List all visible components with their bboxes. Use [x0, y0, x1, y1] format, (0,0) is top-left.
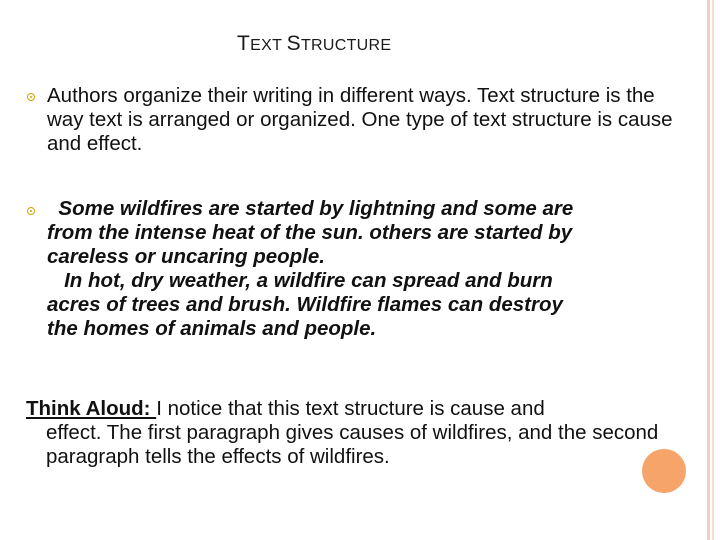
bullet-paragraph-text-structure: Authors organize their writing in different ways. Text structure is the way text is arranged or organized. One type of text structure is cause and effect.	[47, 84, 673, 155]
bullet-paragraph-wildfires	[47, 197, 687, 341]
bullet-icon	[27, 207, 35, 215]
title-rest-ext: EXT	[250, 37, 287, 54]
think-aloud-text-first: I notice that this text structure is cause and	[156, 397, 545, 420]
title-cap-s: S	[286, 32, 301, 55]
think-aloud-label: Think Aloud:	[26, 397, 157, 420]
wildfire-line: from the intense heat of the sun. others are started by	[47, 221, 573, 244]
wildfire-line: Some wildfires are started by lightning and some are	[47, 197, 574, 220]
title-cap-t: T	[237, 32, 251, 55]
title-rest-tructure: TRUCTURE	[300, 37, 392, 54]
slide-frame-line-inner	[712, 0, 714, 540]
bullet-icon	[27, 93, 35, 101]
slide-frame-line	[707, 0, 710, 540]
think-aloud-paragraph	[26, 397, 696, 469]
wildfire-line: In hot, dry weather, a wildfire can spread and burn	[47, 269, 553, 292]
wildfire-line: the homes of animals and people.	[47, 317, 377, 340]
slide-title	[237, 32, 391, 56]
wildfire-line: careless or uncaring people.	[47, 245, 325, 268]
wildfire-line: acres of trees and brush. Wildfire flames can destroy	[47, 293, 563, 316]
decorative-circle	[642, 449, 686, 493]
think-aloud-text-rest: effect. The first paragraph gives causes of wildfires, and the second paragraph tells the effects of wildfires.	[46, 421, 659, 468]
